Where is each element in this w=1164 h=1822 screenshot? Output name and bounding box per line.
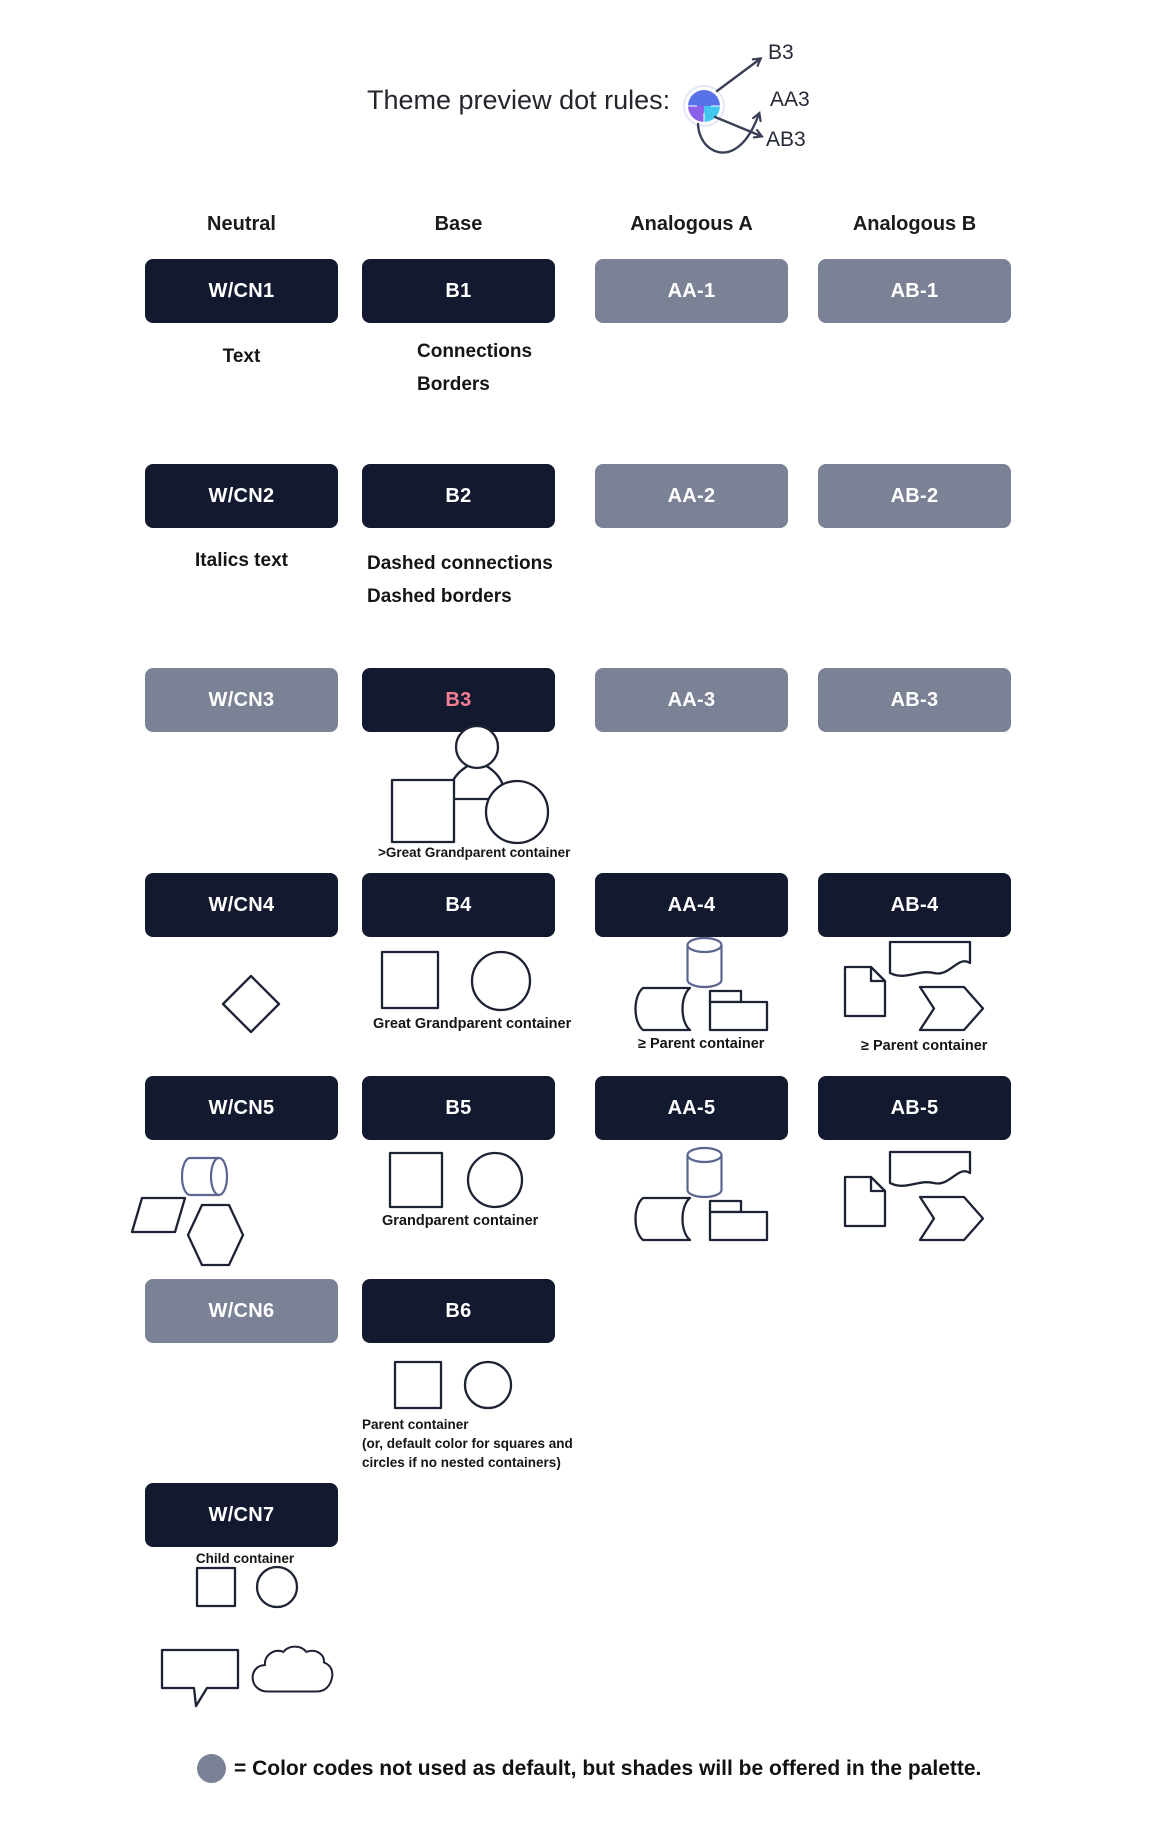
wavy-document-icon — [890, 942, 970, 976]
caption-wcn2: Italics text — [195, 550, 288, 571]
dot-rule-label-b3: B3 — [768, 41, 794, 64]
chevron-icon — [920, 987, 983, 1030]
document-icon — [845, 967, 885, 1016]
caption-b4: Great Grandparent container — [373, 1016, 572, 1032]
person-head-icon — [456, 726, 498, 768]
swatch-b4: B4 — [362, 873, 555, 937]
aa5-shape-cluster — [626, 1140, 781, 1245]
b4-shape-cluster — [378, 948, 538, 1014]
card-tab-icon — [710, 1201, 741, 1212]
card-icon — [710, 1212, 767, 1240]
dot-rule-label-ab3: AB3 — [766, 128, 806, 151]
wcn7-shape-cluster-bottom — [158, 1646, 338, 1712]
caption-b6-line1: Parent container — [362, 1417, 469, 1432]
caption-b6 — [362, 1415, 573, 1472]
caption-b6-line3: circles if no nested containers) — [362, 1455, 561, 1470]
legend-dot-icon — [197, 1754, 226, 1783]
column-header-analogous-b: Analogous B — [852, 213, 977, 235]
caption-b2-dashed-connections: Dashed connections — [367, 553, 553, 574]
wavy-document-icon — [890, 1152, 970, 1186]
swatch-b2: B2 — [362, 464, 555, 528]
wcn5-shape-cluster — [125, 1150, 250, 1270]
swatch-aa4: AA-4 — [595, 873, 788, 937]
wcn4-shape-cluster — [215, 972, 287, 1038]
square-icon — [197, 1568, 235, 1606]
arrow-to-aa3-icon — [698, 114, 759, 153]
database-cylinder-top-icon — [688, 938, 722, 952]
dot-rule-label-aa3: AA3 — [770, 88, 810, 111]
cloud-icon — [253, 1647, 333, 1692]
swatch-wcn7: W/CN7 — [145, 1483, 338, 1547]
swatch-aa1: AA-1 — [595, 259, 788, 323]
legend-text: = Color codes not used as default, but shades will be offered in the palette. — [234, 1757, 982, 1780]
swatch-b6: B6 — [362, 1279, 555, 1343]
swatch-wcn2: W/CN2 — [145, 464, 338, 528]
swatch-b1: B1 — [362, 259, 555, 323]
caption-b1-borders: Borders — [417, 374, 490, 395]
ab4-shape-cluster — [836, 933, 991, 1035]
caption-b2-dashed-borders: Dashed borders — [367, 586, 512, 607]
b5-shape-cluster — [382, 1148, 542, 1212]
circle-icon — [486, 781, 548, 843]
caption-wcn1: Text — [222, 346, 261, 367]
card-icon — [710, 1002, 767, 1030]
wcn7-shape-cluster-top — [190, 1562, 300, 1610]
swatch-aa2: AA-2 — [595, 464, 788, 528]
database-cylinder-top-icon — [688, 1148, 722, 1162]
ab5-shape-cluster — [836, 1143, 991, 1245]
circle-icon — [472, 952, 530, 1010]
caption-aa4: ≥ Parent container — [638, 1036, 765, 1052]
circle-icon — [465, 1362, 511, 1408]
page-title: Theme preview dot rules: — [367, 85, 671, 115]
column-header-neutral: Neutral — [207, 213, 276, 235]
arrow-to-b3-icon — [717, 59, 760, 91]
circle-icon — [257, 1567, 297, 1607]
chevron-icon — [920, 1197, 983, 1240]
speech-bubble-icon — [162, 1650, 238, 1706]
column-header-analogous-a: Analogous A — [630, 213, 753, 235]
swatch-wcn6: W/CN6 — [145, 1279, 338, 1343]
stored-data-icon — [636, 988, 691, 1030]
caption-b3: >Great Grandparent container — [378, 845, 571, 860]
swatch-ab4: AB-4 — [818, 873, 1011, 937]
square-icon — [395, 1362, 441, 1408]
swatch-ab5: AB-5 — [818, 1076, 1011, 1140]
column-header-base: Base — [434, 213, 483, 235]
diamond-icon — [223, 976, 279, 1032]
swatch-aa5: AA-5 — [595, 1076, 788, 1140]
card-tab-icon — [710, 991, 741, 1002]
stored-data-icon — [636, 1198, 691, 1240]
caption-b1-connections: Connections — [417, 341, 533, 362]
swatch-ab2: AB-2 — [818, 464, 1011, 528]
square-icon — [390, 1153, 442, 1207]
document-icon — [845, 1177, 885, 1226]
caption-ab4: ≥ Parent container — [861, 1038, 988, 1054]
caption-wcn7: Child container — [195, 1551, 295, 1566]
swatch-ab1: AB-1 — [818, 259, 1011, 323]
square-icon — [382, 952, 438, 1008]
parallelogram-icon — [132, 1198, 185, 1232]
circle-icon — [468, 1153, 522, 1207]
swatch-wcn4: W/CN4 — [145, 873, 338, 937]
swatch-wcn1: W/CN1 — [145, 259, 338, 323]
swatch-b5: B5 — [362, 1076, 555, 1140]
aa4-shape-cluster — [626, 930, 781, 1035]
b6-shape-cluster — [390, 1358, 530, 1414]
swatch-b3-label: B3 — [445, 688, 472, 711]
swatch-wcn3: W/CN3 — [145, 668, 338, 732]
horizontal-cylinder-end-icon — [211, 1158, 227, 1195]
square-icon — [392, 780, 454, 842]
caption-b6-line2: (or, default color for squares and — [362, 1436, 573, 1451]
hexagon-icon — [188, 1205, 243, 1265]
swatch-ab3: AB-3 — [818, 668, 1011, 732]
caption-b5: Grandparent container — [382, 1213, 539, 1229]
b3-shape-cluster — [378, 722, 558, 848]
swatch-aa3: AA-3 — [595, 668, 788, 732]
swatch-wcn5: W/CN5 — [145, 1076, 338, 1140]
